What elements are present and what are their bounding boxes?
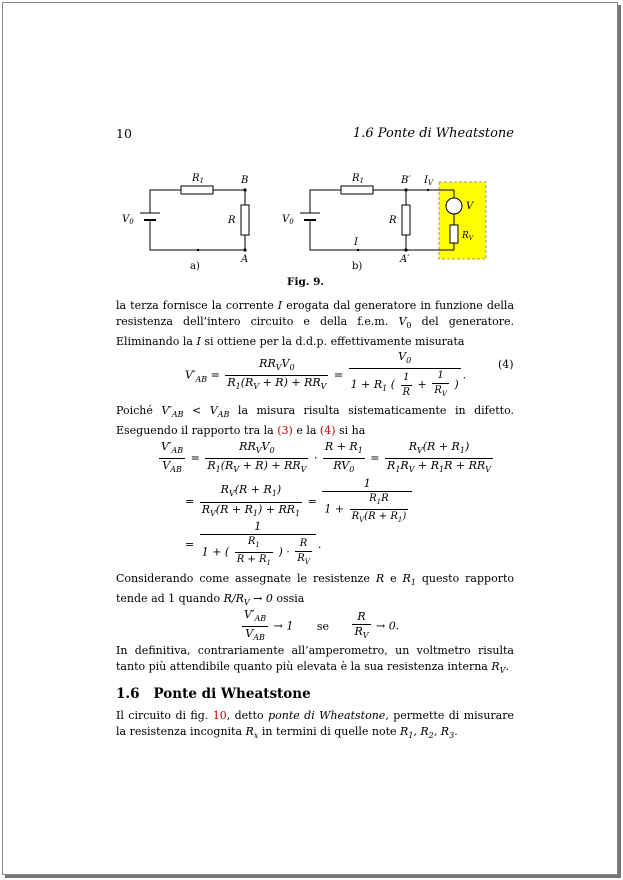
ref-eq-3[interactable]: (3) — [277, 424, 293, 438]
label-a: A — [241, 254, 249, 265]
equation-4: $V'_{AB}$ = $\frac{RR_VV_0}{R_1(R_V + R) + RR_V}$ = $V_0$ $1 + R_1$ ( $\frac{1}{R}$ + $\frac{1}{R_V}$ ) . — [185, 350, 467, 399]
figure-9-circuits — [110, 165, 520, 275]
equation-ratio-line1: $\frac{V'_{AB}}{V_{AB}}$ = $\frac{RR_VV_0}{R_1(R_V + R) + RR_V}$ · $\frac{R + R_1}{RV_0}$ = $\frac{R_V(R + R_1)}{R_1R_V + R_1R + RR_V}$ — [161, 440, 491, 475]
node-b — [243, 188, 246, 191]
label-v0-b: $V_0$ — [282, 214, 294, 226]
equation-limit: $\frac{V'_{AB}}{V_{AB}}$ → 1 se $\frac{R}{R_V}$ → 0. — [244, 608, 400, 643]
resistor-r1-b — [341, 186, 373, 194]
label-iv: $I_V$ — [424, 175, 434, 187]
page-number: 10 — [116, 126, 132, 141]
section-number: 1.6 — [116, 686, 140, 702]
label-v: V — [466, 201, 474, 212]
ref-fig-10[interactable]: 10 — [212, 709, 227, 722]
resistor-r-a — [241, 205, 249, 235]
label-r-a: R — [228, 215, 236, 226]
resistor-r1-a — [181, 186, 213, 194]
subfig-b-label: b) — [352, 261, 363, 272]
running-section-title: 1.6 Ponte di Wheatstone — [352, 126, 514, 141]
subfig-a-label: a) — [190, 261, 200, 272]
figure-caption: Fig. 9. — [287, 276, 325, 288]
circuit-b — [300, 186, 462, 250]
label-r-b: R — [389, 215, 397, 226]
paragraph-5: Il circuito di fig. 10, detto ponte di Wheatstone, permette di misurare la resistenza incognita $R_x$ in termini di quelle note $R_1$, $R_2$, $R_3$. — [116, 709, 514, 741]
equation-ratio-line2: = $\frac{R_V(R + R_1)}{R_V(R + R_1) + RR_1}$ = 1 1 + $\frac{R_1R}{R_V(R + R_1)}$ — [185, 477, 414, 527]
label-v0-a: $V_0$ — [122, 214, 134, 226]
resistor-rv — [450, 225, 458, 243]
paragraph-2: Poiché $V'_{AB} < V_{AB}$ la misura risulta sistematicamente in difetto. Eseguendo il rapporto tra la (3) e la (4) si ha — [116, 404, 515, 438]
equation-ratio-line3: = 1 1 + ( $\frac{R_1}{R + R_1}$ ) · $\frac{R}{R_V}$ . — [185, 520, 322, 567]
section-title: Ponte di Wheatstone — [153, 686, 311, 702]
paragraph-1: la terza fornisce la corrente I erogata dal generatore in funzione della resistenza dell’intero circuito e della f.e.m. $V_0$ del generatore. Eliminando la I si ottiene per la d.d.p. effettivamente misurata — [116, 299, 515, 349]
equation-4-number: (4) — [498, 358, 514, 371]
voltmeter-highlight — [439, 182, 486, 259]
paragraph-3: Considerando come assegnate le resistenze R e $R_1$ questo rapporto tende ad 1 quando $R/R_V \to 0$ ossia — [116, 572, 514, 608]
paragraph-4: In definitiva, contrariamente all’amperometro, un voltmetro risulta tanto più attendibile quanto più elevata è la sua resistenza interna $R_V$. — [116, 644, 514, 676]
label-b-prime: B′ — [401, 175, 411, 186]
label-r1-a: $R_1$ — [192, 173, 204, 185]
section-heading — [116, 686, 325, 702]
voltmeter-symbol — [446, 198, 462, 214]
node-a — [243, 248, 246, 251]
ref-eq-4[interactable]: (4) — [319, 424, 336, 438]
label-r1-b: $R_1$ — [352, 173, 364, 185]
resistor-r-b — [402, 205, 410, 235]
label-current-i: I — [354, 237, 358, 248]
label-b: B — [241, 175, 249, 186]
label-rv: $R_V$ — [462, 231, 474, 242]
label-a-prime: A′ — [400, 254, 410, 265]
